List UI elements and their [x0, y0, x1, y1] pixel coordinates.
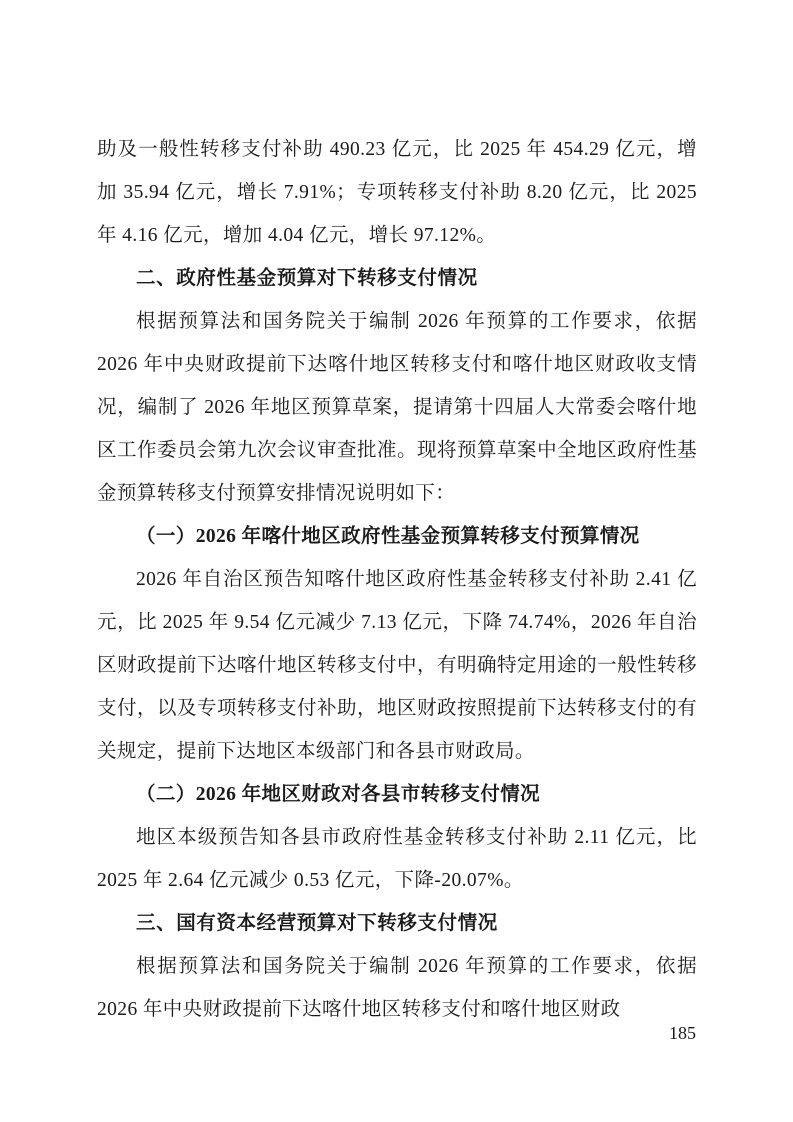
page-content — [97, 128, 697, 1031]
paragraph-continuation: 助及一般性转移支付补助 490.23 亿元，比 2025 年 454.29 亿元，增加 35.94 亿元，增长 7.91%；专项转移支付补助 8.20 亿元，比 2025 年 4.16 亿元，增加 4.04 亿元，增长 97.12%。 — [97, 139, 697, 246]
paragraph-4: 根据预算法和国务院关于编制 2026 年预算的工作要求，依据 2026 年中央财政提前下达喀什地区转移支付和喀什地区财政 — [97, 956, 697, 1020]
subsection-heading-one: （一）2026 年喀什地区政府性基金预算转移支付预算情况 — [136, 526, 640, 547]
page-number: 185 — [669, 1023, 696, 1043]
paragraph-3: 地区本级预告知各县市政府性基金转移支付补助 2.11 亿元，比 2025 年 2.64 亿元减少 0.53 亿元，下降-20.07%。 — [97, 827, 697, 891]
section-heading-three: 三、国有资本经营预算对下转移支付情况 — [136, 913, 498, 934]
section-heading-two: 二、政府性基金预算对下转移支付情况 — [136, 268, 478, 289]
subsection-heading-two: （二）2026 年地区财政对各县市转移支付情况 — [136, 784, 541, 805]
paragraph-1: 根据预算法和国务院关于编制 2026 年预算的工作要求，依据 2026 年中央财政提前下达喀什地区转移支付和喀什地区财政收支情况，编制了 2026 年地区预算草案，提请第十四届人大常委会喀什地区工作委员会第九次会议审查批准。现将预算草案中全地区政府性基金预算转移支付预算安排情况说明如下： — [97, 311, 697, 504]
paragraph-2: 2026 年自治区预告知喀什地区政府性基金转移支付补助 2.41 亿元，比 2025 年 9.54 亿元减少 7.13 亿元，下降 74.74%，2026 年自治区财政提前下达喀什地区转移支付中，有明确特定用途的一般性转移支付，以及专项转移支付补助，地区财政按照提前下达转移支付的有关规定，提前下达地区本级部门和各县市财政局。 — [97, 569, 697, 762]
